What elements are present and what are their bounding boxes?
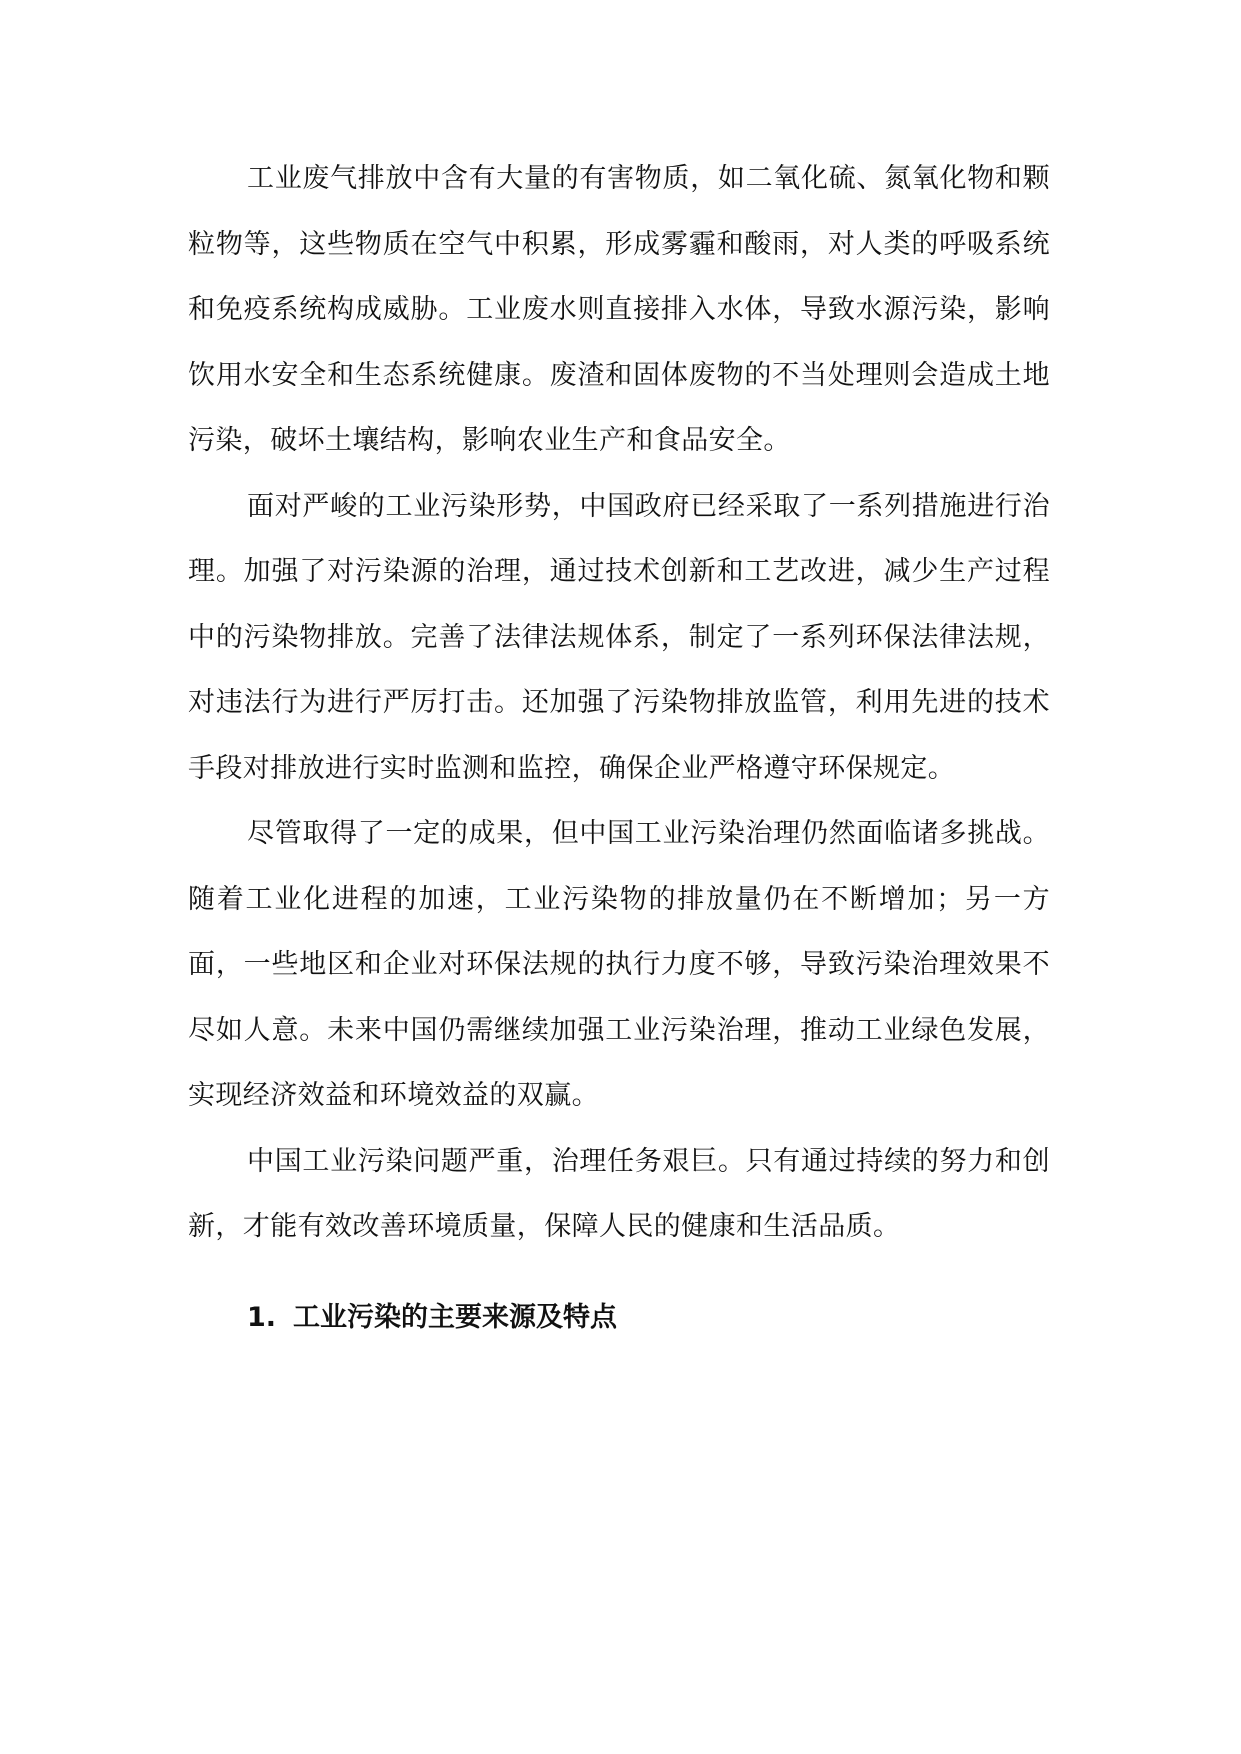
paragraph-conclusion: 中国工业污染问题严重，治理任务艰巨。只有通过持续的努力和创新，才能有效改善环境质量，保障人民的健康和生活品质。 xyxy=(188,1145,1050,1242)
section-heading-number: 1. xyxy=(247,1301,277,1333)
paragraph-government-measures: 面对严峻的工业污染形势，中国政府已经采取了一系列措施进行治理。加强了对污染源的治理，通过技术创新和工艺改进，减少生产过程中的污染物排放。完善了法律法规体系，制定了一系列环保法律法规，对违法行为进行严厉打击。还加强了污染物排放监管，利用先进的技术手段对排放进行实时监测和监控，确保企业严格遵守环保规定。 xyxy=(188,490,1050,784)
section-heading xyxy=(188,1298,1050,1338)
paragraph-remaining-challenges: 尽管取得了一定的成果，但中国工业污染治理仍然面临诸多挑战。随着工业化进程的加速，工业污染物的排放量仍在不断增加；另一方面，一些地区和企业对环保法规的执行力度不够，导致污染治理效果不尽如人意。未来中国仍需继续加强工业污染治理，推动工业绿色发展，实现经济效益和环境效益的双赢。 xyxy=(188,818,1050,1111)
document-body xyxy=(188,146,1050,1338)
section-heading-title: 工业污染的主要来源及特点 xyxy=(293,1301,617,1333)
paragraph-air-water-soil-pollution: 工业废气排放中含有大量的有害物质，如二氧化硫、氮氧化物和颗粒物等，这些物质在空气中积累，形成雾霾和酸雨，对人类的呼吸系统和免疫系统构成威胁。工业废水则直接排入水体，导致水源污染，影响饮用水安全和生态系统健康。废渣和固体废物的不当处理则会造成土地污染，破坏土壤结构，影响农业生产和食品安全。 xyxy=(188,163,1050,456)
